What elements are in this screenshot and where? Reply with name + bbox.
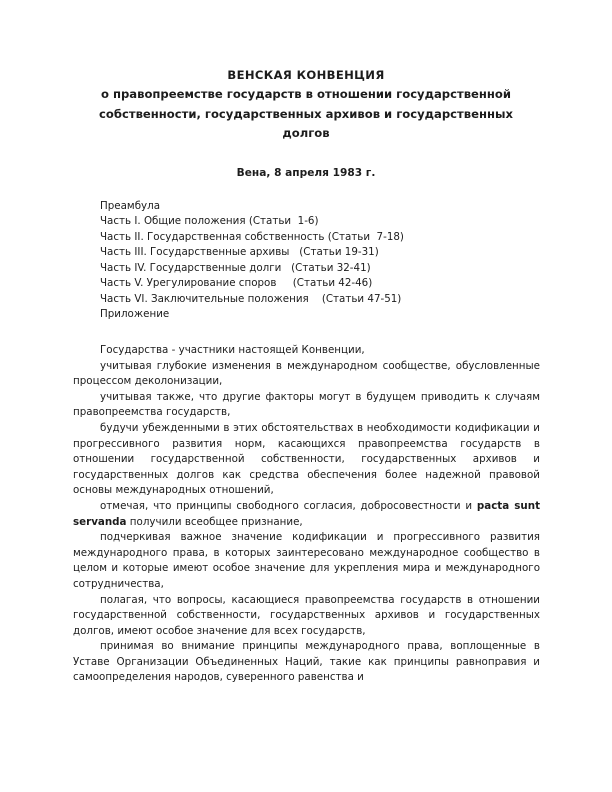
latin-maxim-pacta-sunt-servanda: pacta sunt servanda <box>73 499 540 528</box>
toc-entry-part-2: Часть II. Государственная собственность (Статьи 7-18) <box>100 230 404 243</box>
document-title-main: ВЕНСКАЯ КОНВЕНЦИЯ <box>227 68 385 82</box>
toc-entry-part-1: Часть I. Общие положения (Статьи 1-6) <box>100 215 319 228</box>
preamble-body <box>73 343 540 686</box>
toc-entry-part-4: Часть IV. Государственные долги (Статьи 32-41) <box>100 261 371 274</box>
paragraph-uchityvaya-glubokie: учитывая глубокие изменения в международном сообществе, обусловленные процессом деколонизации, <box>73 359 540 388</box>
toc-entry-part-3: Часть III. Государственные архивы (Статьи 19-31) <box>100 246 379 259</box>
paragraph-otmechaya-text-after: получили всеобщее признание, <box>126 515 303 528</box>
paragraph-otmechaya-text-before: отмечая, что принципы свободного согласия, добросовестности и <box>100 499 477 512</box>
toc-entry-annex: Приложение <box>100 308 170 321</box>
paragraph-buduchi-ubezhdennymi: будучи убежденными в этих обстоятельствах в необходимости кодификации и прогрессивного развития норм, касающихся правопреемства государств в отношении государственной собственности, государственных архивов и государственных долгов как средства обеспечения более надежной правовой основы международных отношений, <box>73 421 540 497</box>
table-of-contents <box>100 199 520 323</box>
title-block <box>73 66 539 181</box>
paragraph-otmechaya <box>73 499 540 530</box>
paragraph-uchityvaya-takzhe: учитывая также, что другие факторы могут в будущем приводить к случаям правопреемства государств, <box>73 390 540 419</box>
toc-entry-part-5: Часть V. Урегулирование споров (Статьи 42-46) <box>100 277 373 290</box>
toc-entry-preamble: Преамбула <box>100 200 161 212</box>
document-title-subtitle: о правопреемстве государств в отношении государственной собственности, государственных архивов и государственных долгов <box>99 87 513 141</box>
paragraph-opening: Государства - участники настоящей Конвенции, <box>100 344 365 356</box>
paragraph-prinimaya-vo-vnimanie: принимая во внимание принципы международного права, воплощенные в Уставе Организации Объединенных Наций, такие как принципы равноправия и самоопределения народов, суверенного равенства и <box>73 640 540 684</box>
document-place-date: Вена, 8 апреля 1983 г. <box>236 166 376 179</box>
paragraph-polagaya: полагая, что вопросы, касающиеся правопреемства государств в отношении государственной собственности, государственных архивов и государственных долгов, имеют особое значение для всех государств, <box>73 593 540 637</box>
toc-entry-part-6: Часть VI. Заключительные положения (Статьи 47-51) <box>100 292 402 305</box>
paragraph-podcherkivaya: подчеркивая важное значение кодификации и прогрессивного развития международного права, в которых заинтересовано международное сообщество в целом и которые имеют особое значение для укрепления мира и международного сотрудничества, <box>73 531 540 590</box>
